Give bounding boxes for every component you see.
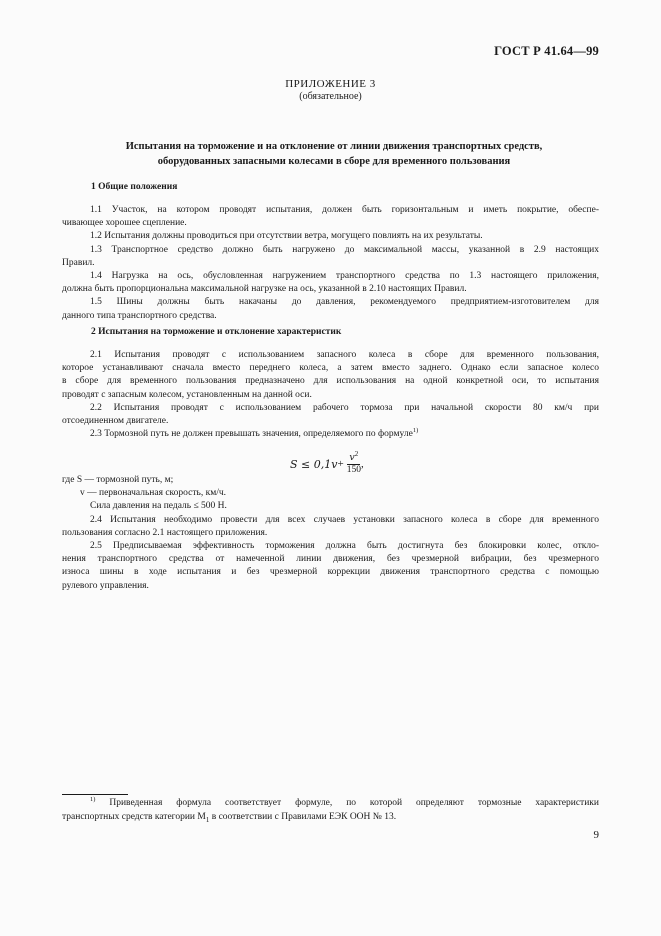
- paragraph-2-5-cont: нения транспортного средства от намеченной линии движения, без чрезмерной вибрации, без чрезмерного: [62, 554, 599, 565]
- where-s-line: где S — тормозной путь, м;: [62, 475, 174, 485]
- formula-denominator: 150: [346, 465, 361, 475]
- appendix-title: ПРИЛОЖЕНИЕ 3: [285, 78, 376, 90]
- paragraph-2-1-cont: которое устанавливают сначала вместо переднего колеса, а затем вместо заднего. Однако если запасное колесо: [62, 363, 599, 374]
- section-2-body-b: [62, 474, 599, 593]
- page-number: 9: [593, 829, 599, 841]
- paragraph-2-1: 2.1 Испытания проводят с использованием запасного колеса в сборе для временного пользования,: [90, 350, 599, 360]
- where-v-line: v — первоначальная скорость, км/ч.: [80, 488, 227, 499]
- section-heading-2: 2 Испытания на торможение и отклонение характеристик: [91, 327, 342, 337]
- formula-fraction: [346, 449, 361, 476]
- paragraph-2-4-cont: пользования согласно 2.1 настоящего приложения.: [62, 527, 268, 538]
- paragraph-1-5-cont: данного типа транспортного средства.: [62, 310, 217, 321]
- formula-lhs: S ≤ 0,1: [290, 457, 332, 471]
- formula-v: v: [331, 457, 338, 471]
- paragraph-2-3-text: 2.3 Тормозной путь не должен превышать значения, определяемого по формуле: [90, 429, 413, 440]
- formula-plus: +: [337, 458, 344, 470]
- paragraph-1-5: 1.5 Шины должны быть накачаны до давления, рекомендуемого предприятием-изготовителем для: [90, 297, 599, 308]
- paragraph-1-2: 1.2 Испытания должны проводиться при отсутствии ветра, могущего повлиять на их результаты.: [90, 231, 483, 242]
- category-subscript: 1: [205, 815, 210, 824]
- paragraph-2-5-cont: износа шины в ходе испытания и без чрезмерной коррекции движения транспортного средства с помощью: [62, 567, 599, 578]
- paragraph-2-4: 2.4 Испытания необходимо провести для всех случаев установки запасного колеса в сборе для временного: [90, 514, 599, 525]
- standard-header: ГОСТ Р 41.64—99: [494, 44, 599, 58]
- footnote-line-2: транспортных средств категории $M_1$ в соответствии с Правилами ЕЭК ООН № 13.: [62, 811, 397, 824]
- paragraph-2-2-cont: отсоединенном двигателе.: [62, 416, 169, 427]
- paragraph-1-1: 1.1 Участок, на котором проводят испытания, должен быть горизонтальным и иметь покрытие, обеспе-: [90, 205, 599, 215]
- paragraph-2-1-cont: проводят с запасным колесом, установленным на данной оси.: [62, 389, 312, 400]
- paragraph-2-3: [62, 428, 599, 441]
- section-1-body: [62, 204, 599, 323]
- formula-exponent: 2: [354, 449, 359, 458]
- paragraph-1-4: 1.4 Нагрузка на ось, обусловленная нагружением транспортного средства по 1.3 настоящего приложения,: [90, 271, 599, 282]
- footnote-mark: 1): [90, 795, 96, 803]
- formula-numerator: $v^2$: [349, 449, 359, 463]
- appendix-subtitle: (обязательное): [299, 91, 362, 102]
- paragraph-1-3-cont: Правил.: [62, 257, 95, 268]
- main-title-line: Испытания на торможение и на отклонение от линии движения транспортных средств,: [125, 141, 543, 152]
- paragraph-2-5: 2.5 Предписываемая эффективность торможения должна быть достигнута без блокировки колес, откло-: [90, 541, 599, 552]
- footnote-line-1: $^{1)}$ Приведенная формула соответствует формуле, по которой определяют тормозные характеристики: [90, 795, 599, 808]
- footnote-divider: [62, 794, 128, 795]
- footnote-reference: 1): [412, 427, 419, 435]
- section-2-body-a: [62, 349, 599, 441]
- braking-formula: [290, 449, 364, 476]
- main-title-line: оборудованных запасными колесами в сборе для временного пользования: [157, 156, 511, 167]
- paragraph-1-3: 1.3 Транспортное средство должно быть нагружено до максимальной массы, указанной в 2.9 настоящих: [90, 244, 599, 255]
- paragraph-2-2: 2.2 Испытания проводят с использованием рабочего тормоза при начальной скорости 80 км/ч при: [90, 402, 599, 413]
- formula-tail: ,: [360, 458, 364, 470]
- paragraph-1-4-cont: должна быть пропорциональна максимальной нагрузке на ось, указанной в 2.10 настоящих Правил.: [62, 284, 467, 295]
- paragraph-1-1-cont: чивающее хорошее сцепление.: [62, 218, 187, 229]
- paragraph-2-1-cont: в сборе для временного пользования предназначено для использования на одной конкретной оси, то испытания: [62, 376, 599, 387]
- pedal-force-line: Сила давления на педаль ≤ 500 Н.: [90, 501, 227, 512]
- section-heading-1: 1 Общие положения: [91, 182, 178, 192]
- paragraph-2-5-cont: рулевого управления.: [62, 580, 149, 591]
- footnote: [62, 797, 599, 824]
- main-title: [70, 139, 598, 169]
